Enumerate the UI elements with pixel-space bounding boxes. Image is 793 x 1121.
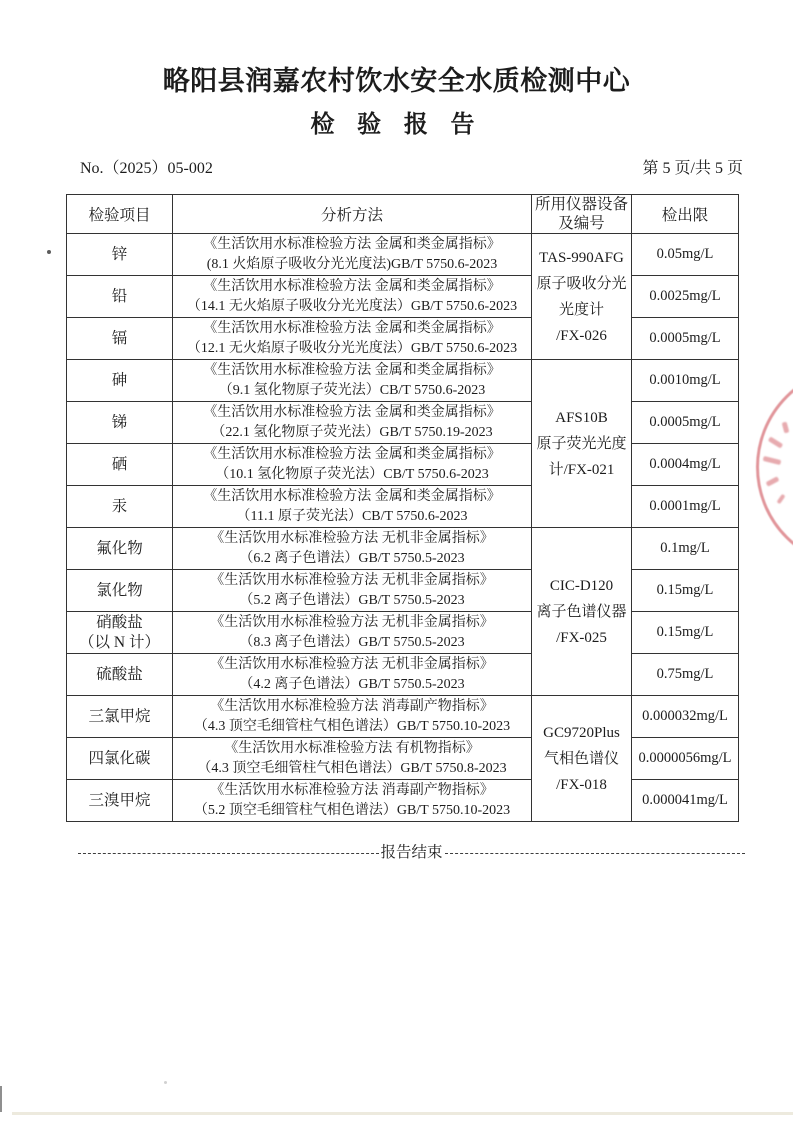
instrument-cell-gas-chromatograph [532,696,632,822]
item-label: 锑 [111,413,128,431]
instrument-line: CIC-D120 [549,577,614,594]
method-standard-line: 《生活饮用水标准检验方法 金属和类金属指标》 [203,236,501,252]
item-label: 氟化物 [96,539,143,557]
method-standard-line: 《生活饮用水标准检验方法 消毒副产物指标》 [210,698,494,714]
instrument-line: 气相色谱仪 [543,750,619,767]
item-label: 砷 [111,371,128,389]
method-clause-line: （5.2 离子色谱法）GB/T 5750.5-2023 [239,592,465,608]
method-cell [173,612,532,654]
instrument-line: 光度计 [558,301,604,318]
table-row-nitrate [67,612,739,654]
table-row-fluoride [67,528,739,570]
item-cell [67,402,173,444]
method-standard-line: 《生活饮用水标准检验方法 有机物指标》 [224,740,480,756]
method-clause-line: （4.2 离子色谱法）GB/T 5750.5-2023 [239,676,465,692]
report-end-marker [78,843,745,863]
method-cell [173,486,532,528]
method-clause-line: （4.3 顶空毛细管柱气相色谱法）GB/T 5750.10-2023 [193,718,511,734]
col-header-instrument-line2: 及编号 [558,215,605,232]
instrument-cell-atomic-absorption [532,234,632,360]
limit-cell: 0.0005mg/L [632,318,739,360]
method-clause-line: （22.1 氢化物原子荧光法）GB/T 5750.19-2023 [211,424,493,440]
method-cell [173,318,532,360]
item-cell [67,696,173,738]
method-cell [173,360,532,402]
item-label: 铅 [111,287,128,305]
method-clause-line: (8.1 火焰原子吸收分光光度法)GB/T 5750.6-2023 [206,256,498,272]
method-clause-line: （14.1 无火焰原子吸收分光光度法）GB/T 5750.6-2023 [186,298,518,314]
inspection-methods-table [66,194,739,822]
instrument-line: 原子荧光光度 [536,435,627,452]
table-row-antimony [67,402,739,444]
instrument-line: 离子色谱仪器 [536,603,627,620]
limit-cell: 0.000032mg/L [632,696,739,738]
table-row-lead [67,276,739,318]
table-header-row [67,195,739,234]
item-cell [67,486,173,528]
method-cell [173,738,532,780]
official-seal-fragment [756,366,793,568]
col-header-limit: 检出限 [632,195,739,234]
instrument-line: GC9720Plus [543,724,620,741]
item-label: 硒 [111,455,128,473]
limit-cell: 0.75mg/L [632,654,739,696]
item-cell [67,780,173,822]
instrument-line: /FX-018 [556,776,607,793]
table-row-selenium [67,444,739,486]
page-title: 略阳县润嘉农村饮水安全水质检测中心 [162,66,631,96]
method-clause-line: （9.1 氢化物原子荧光法）CB/T 5750.6-2023 [218,382,486,398]
scan-edge-line-left [0,1086,2,1112]
method-cell [173,528,532,570]
table-row-mercury [67,486,739,528]
method-clause-line: （4.3 顶空毛细管柱气相色谱法）GB/T 5750.8-2023 [197,760,507,776]
report-title: 检 验 报 告 [310,111,483,138]
instrument-line: /FX-026 [556,327,607,344]
item-cell [67,738,173,780]
limit-cell: 0.0004mg/L [632,444,739,486]
item-label: 三溴甲烷 [88,791,151,809]
item-cell [67,528,173,570]
instrument-line: 原子吸收分光 [536,275,627,292]
method-standard-line: 《生活饮用水标准检验方法 金属和类金属指标》 [203,278,501,294]
method-standard-line: 《生活饮用水标准检验方法 无机非金属指标》 [210,656,494,672]
method-cell [173,402,532,444]
instrument-line: 计/FX-021 [548,461,615,478]
method-cell [173,444,532,486]
method-standard-line: 《生活饮用水标准检验方法 无机非金属指标》 [210,614,494,630]
item-label-suffix: （以 N 计） [79,633,160,651]
method-clause-line: （10.1 氢化物原子荧光法）CB/T 5750.6-2023 [215,466,489,482]
end-marker-text: 报告结束 [380,844,443,861]
report-meta-row [80,158,743,180]
item-cell [67,444,173,486]
method-standard-line: 《生活饮用水标准检验方法 金属和类金属指标》 [203,446,501,462]
item-label: 硫酸盐 [96,665,143,683]
limit-cell: 0.0010mg/L [632,360,739,402]
col-header-item: 检验项目 [67,195,173,234]
item-cell [67,612,173,654]
item-cell [67,276,173,318]
method-standard-line: 《生活饮用水标准检验方法 无机非金属指标》 [210,530,494,546]
method-cell [173,234,532,276]
method-clause-line: （11.1 原子荧光法）CB/T 5750.6-2023 [236,508,468,524]
method-standard-line: 《生活饮用水标准检验方法 消毒副产物指标》 [210,782,494,798]
page-indicator: 第 5 页/共 5 页 [642,160,743,177]
instrument-line: TAS-990AFG [539,249,624,266]
method-standard-line: 《生活饮用水标准检验方法 金属和类金属指标》 [203,320,501,336]
report-number: No.（2025）05-002 [80,160,213,177]
col-header-instrument [532,195,632,234]
end-dashed-rule-right [445,853,746,854]
col-header-method: 分析方法 [173,195,532,234]
method-cell [173,570,532,612]
scan-edge-line-bottom [12,1112,793,1115]
table-row-arsenic [67,360,739,402]
item-label: 锌 [111,245,128,263]
table-row-chloride [67,570,739,612]
scan-artifact-speck [47,250,51,254]
table-row-sulfate [67,654,739,696]
item-cell [67,360,173,402]
item-label: 四氯化碳 [88,749,151,767]
instrument-cell-ion-chromatograph [532,528,632,696]
instrument-line: AFS10B [555,409,608,426]
limit-cell: 0.05mg/L [632,234,739,276]
col-header-instrument-line1: 所用仪器设备 [534,196,628,213]
instrument-line: /FX-025 [556,629,607,646]
end-dashed-rule-left [78,853,379,854]
limit-cell: 0.0025mg/L [632,276,739,318]
method-clause-line: （6.2 离子色谱法）GB/T 5750.5-2023 [239,550,465,566]
table-row-tribromomethane [67,780,739,822]
item-cell [67,318,173,360]
table-row-carbon-tetrachloride [67,738,739,780]
item-cell [67,234,173,276]
limit-cell: 0.000041mg/L [632,780,739,822]
scan-artifact-speck [164,1081,167,1084]
method-standard-line: 《生活饮用水标准检验方法 金属和类金属指标》 [203,362,501,378]
method-standard-line: 《生活饮用水标准检验方法 金属和类金属指标》 [203,488,501,504]
limit-cell: 0.0000056mg/L [632,738,739,780]
method-cell [173,780,532,822]
item-label: 硝酸盐 [96,613,143,631]
limit-cell: 0.0005mg/L [632,402,739,444]
method-clause-line: （12.1 无火焰原子吸收分光光度法）GB/T 5750.6-2023 [186,340,518,356]
limit-cell: 0.1mg/L [632,528,739,570]
limit-cell: 0.0001mg/L [632,486,739,528]
method-standard-line: 《生活饮用水标准检验方法 无机非金属指标》 [210,572,494,588]
item-label: 汞 [111,497,128,515]
method-clause-line: （8.3 离子色谱法）GB/T 5750.5-2023 [239,634,465,650]
table-row-trichloromethane [67,696,739,738]
method-cell [173,696,532,738]
item-label: 氯化物 [96,581,143,599]
method-standard-line: 《生活饮用水标准检验方法 金属和类金属指标》 [203,404,501,420]
instrument-cell-atomic-fluorescence [532,360,632,528]
item-label: 三氯甲烷 [88,707,151,725]
table-row-cadmium [67,318,739,360]
table-row-zinc [67,234,739,276]
limit-cell: 0.15mg/L [632,570,739,612]
item-cell [67,570,173,612]
method-clause-line: （5.2 顶空毛细管柱气相色谱法）GB/T 5750.10-2023 [193,802,511,818]
method-cell [173,654,532,696]
method-cell [173,276,532,318]
item-cell [67,654,173,696]
limit-cell: 0.15mg/L [632,612,739,654]
item-label: 镉 [111,329,128,347]
